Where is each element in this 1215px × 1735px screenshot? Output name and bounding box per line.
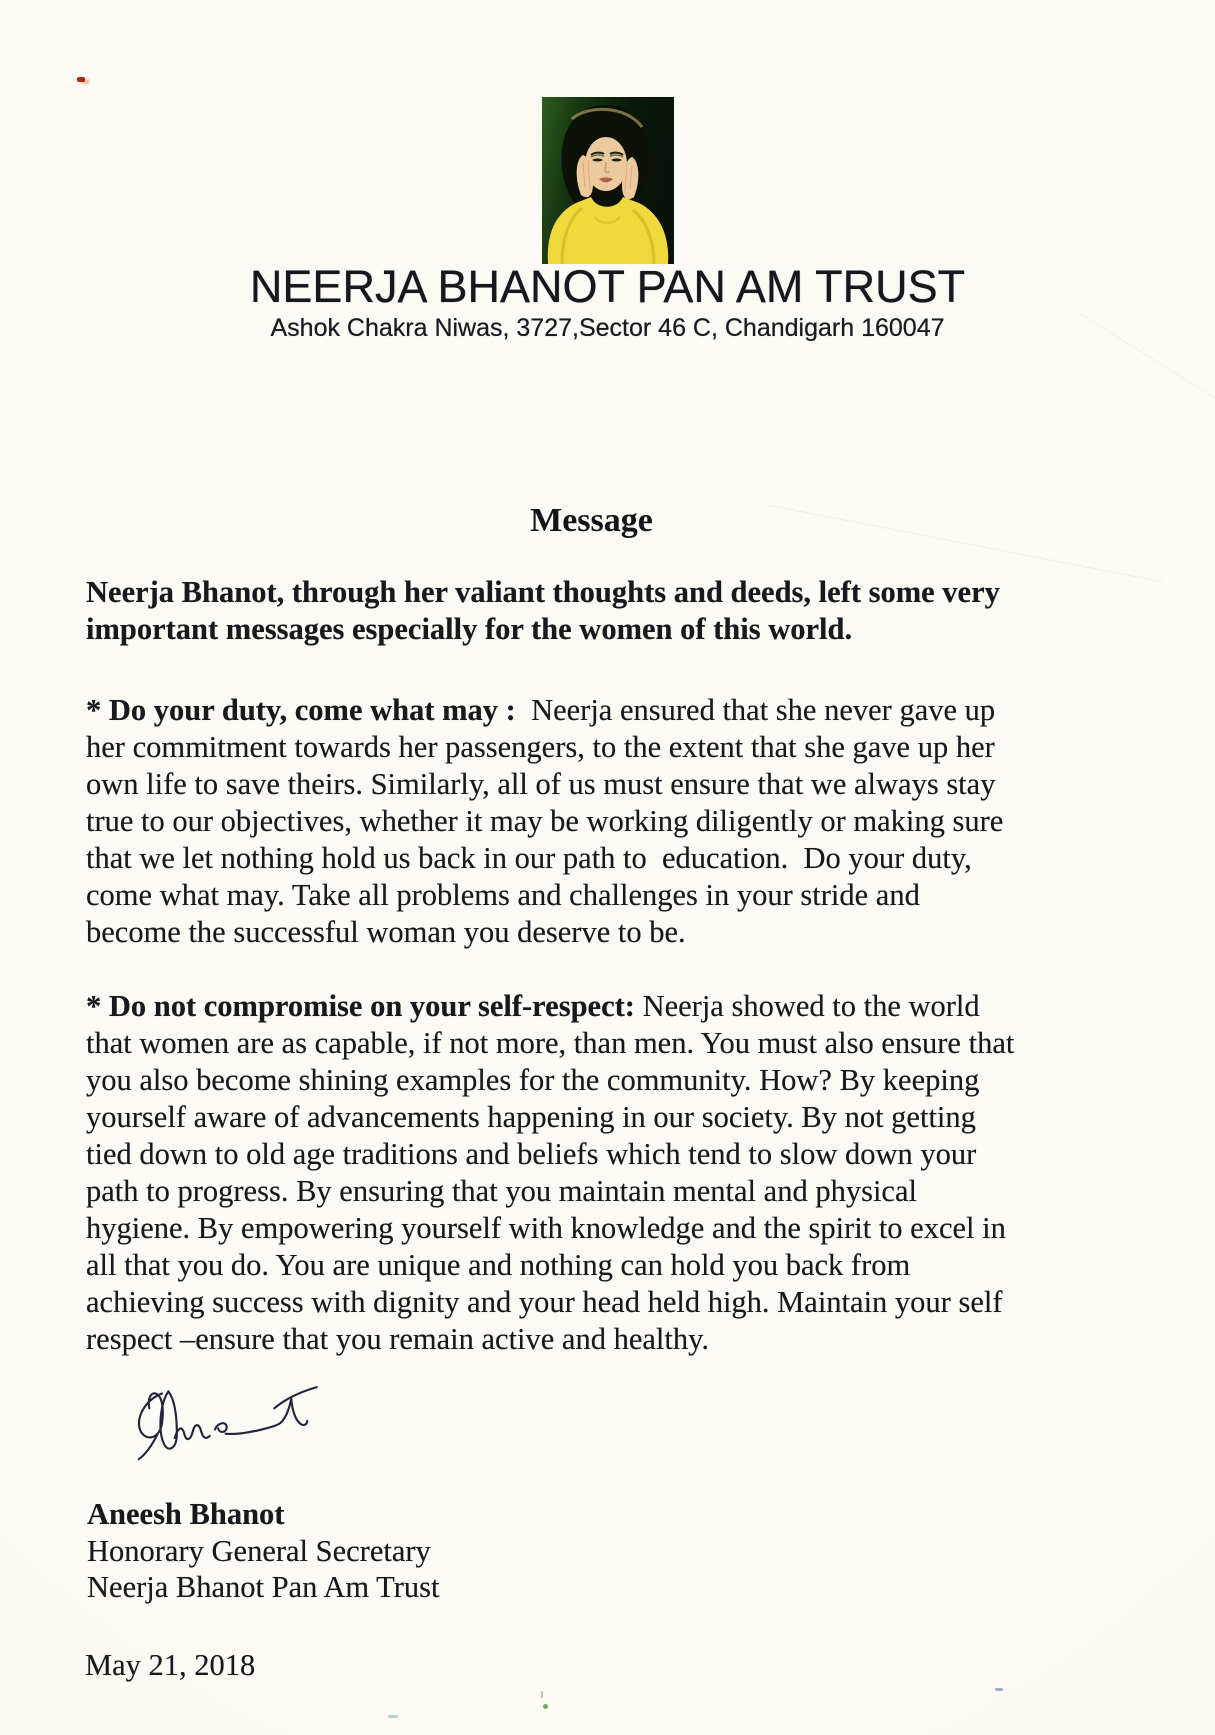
portrait-icon: [542, 97, 674, 264]
paragraph-do-your-duty-body: Neerja ensured that she never gave up her commitment towards her passengers, to the extent that she gave up her own life to save theirs. Similarly, all of us must ensure that we always stay true to our objectives, whether it may be working diligently or making sure that we let nothing hold us back in our path to education. Do your duty, come what may. Take all problems and challenges in your stride and become the successful woman you deserve to be.: [86, 693, 1011, 949]
trust-name-title: NEERJA BHANOT PAN AM TRUST: [249, 261, 966, 312]
scan-speck-green: [543, 1704, 548, 1709]
signatory-title: Honorary General Secretary: [87, 1533, 431, 1568]
paragraph-self-respect-lead: * Do not compromise on your self-respect:: [86, 989, 635, 1023]
signatory-organization: Neerja Bhanot Pan Am Trust: [87, 1570, 440, 1604]
signature-icon: [126, 1384, 322, 1476]
intro-paragraph: Neerja Bhanot, through her valiant thoughts and deeds, left some very important messages especially for the women of this world.: [86, 575, 1008, 646]
paragraph-do-your-duty-lead: * Do your duty, come what may :: [86, 693, 516, 727]
scan-speck-red: [77, 77, 85, 82]
paragraph-self-respect-body: Neerja showed to the world that women are as capable, if not more, than men. You must also ensure that you also become shining examples for the community. How? By keeping yourself aware of advancements happening in our society. By not getting tied down to old age traditions and beliefs which tend to slow down your path to progress. By ensuring that you maintain mental and physical hygiene. By empowering yourself with knowledge and the spirit to excel in all that you do. You are unique and nothing can hold you back from achieving success with dignity and your head held high. Maintain your self respect –ensure that you remain active and healthy.: [86, 989, 1022, 1356]
paragraph-self-respect: [86, 988, 1020, 1358]
scan-speck-teal: [388, 1715, 398, 1718]
scan-speck-grey: [541, 1691, 543, 1698]
trust-address: Ashok Chakra Niwas, 3727,Sector 46 C, Chandigarh 160047: [270, 314, 945, 342]
neerja-bhanot-portrait-photo: [542, 97, 674, 264]
signatory-name: Aneesh Bhanot: [87, 1497, 285, 1531]
scan-speck-blue: [995, 1688, 1003, 1691]
message-heading: Message: [530, 502, 653, 539]
paragraph-do-your-duty: [86, 692, 1020, 951]
signatory-block: [87, 1496, 439, 1606]
handwritten-signature: [126, 1384, 322, 1476]
letter-date: May 21, 2018: [85, 1648, 256, 1682]
